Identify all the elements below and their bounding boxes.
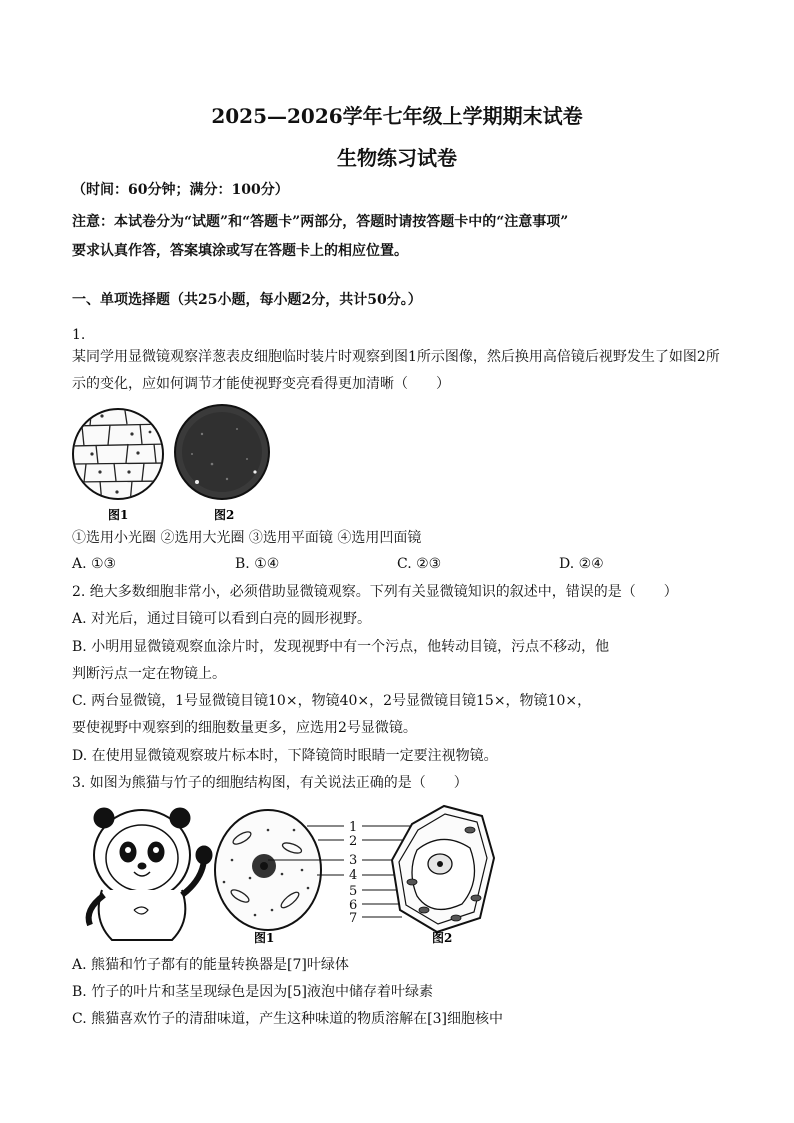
q2-option-b-line-2: 判断污点一定在物镜上。 <box>72 666 226 682</box>
notice-line-2: 要求认真作答，答案填涂或写在答题卡上的相应位置。 <box>72 243 408 259</box>
q2-option-c-line-2: 要使视野中观察到的细胞数量更多，应选用2号显微镜。 <box>72 720 417 736</box>
q1-fig2-label: 图2 <box>214 508 235 522</box>
q3-stem: 3. 如图为熊猫与竹子的细胞结构图，有关说法正确的是（ ） <box>72 775 468 791</box>
part-number-4: 4 <box>349 868 358 883</box>
dark-view-image <box>175 405 269 499</box>
exam-title: 2025—2026学年七年级上学期期末试卷 <box>211 104 583 128</box>
q2-option-c-line-1: C. 两台显微镜，1号显微镜目镜10×，物镜40×，2号显微镜目镜15×，物镜10×， <box>72 693 592 709</box>
part-number-2: 2 <box>349 834 358 849</box>
q1-stem-line-1: 某同学用显微镜观察洋葱表皮细胞临时装片时观察到图1所示图像，然后换用高倍镜后视野发生了如图2所 <box>72 349 720 365</box>
part-number-5: 5 <box>349 884 358 899</box>
q1-option-d: D. ②④ <box>559 556 604 572</box>
plant-cell-diagram <box>392 806 494 932</box>
q1-choices: ①选用小光圈 ②选用大光圈 ③选用平面镜 ④选用凹面镜 <box>72 530 422 546</box>
q1-option-b: B. ①④ <box>235 556 280 572</box>
q2-option-a: A. 对光后，通过目镜可以看到白亮的圆形视野。 <box>72 611 372 627</box>
q1-option-a: A. ①③ <box>72 556 117 572</box>
q3-cell-figures <box>72 800 502 950</box>
q3-option-a: A. 熊猫和竹子都有的能量转换器是[7]叶绿体 <box>72 957 349 973</box>
onion-cell-view-image <box>72 404 167 504</box>
q1-number: 1. <box>72 327 86 343</box>
animal-cell-diagram <box>215 810 321 930</box>
q3-fig1-label: 图1 <box>254 931 275 945</box>
q2-option-b-line-1: B. 小明用显微镜观察血涂片时，发现视野中有一个污点，他转动目镜，污点不移动，他 <box>72 639 610 655</box>
q2-stem: 2. 绝大多数细胞非常小，必须借助显微镜观察。下列有关显微镜知识的叙述中，错误的是（ ） <box>72 584 678 600</box>
q1-microscope-figures <box>72 404 278 524</box>
q3-option-b: B. 竹子的叶片和茎呈现绿色是因为[5]液泡中储存着叶绿素 <box>72 984 434 1000</box>
notice-line-1: 注意：本试卷分为“试题”和“答题卡”两部分，答题时请按答题卡中的“注意事项” <box>72 214 569 230</box>
q3-fig2-label: 图2 <box>432 931 453 945</box>
part-number-6: 6 <box>349 898 358 913</box>
part-number-3: 3 <box>349 853 358 868</box>
q2-option-d: D. 在使用显微镜观察玻片标本时，下降镜筒时眼睛一定要注视物镜。 <box>72 748 498 764</box>
q3-option-c: C. 熊猫喜欢竹子的清甜味道，产生这种味道的物质溶解在[3]细胞核中 <box>72 1011 503 1027</box>
q1-stem-line-2: 示的变化，应如何调节才能使视野变亮看得更加清晰（ ） <box>72 376 450 392</box>
part-number-1: 1 <box>349 820 358 835</box>
panda-mascot-image <box>89 808 212 940</box>
part-number-7: 7 <box>349 911 358 926</box>
exam-subtitle: 生物练习试卷 <box>337 146 457 170</box>
q1-fig1-label: 图1 <box>108 508 129 522</box>
time-info: （时间：60分钟；满分：100分） <box>72 182 289 198</box>
section-heading: 一、单项选择题（共25小题，每小题2分，共计50分。） <box>72 292 422 308</box>
q1-option-c: C. ②③ <box>397 556 442 572</box>
